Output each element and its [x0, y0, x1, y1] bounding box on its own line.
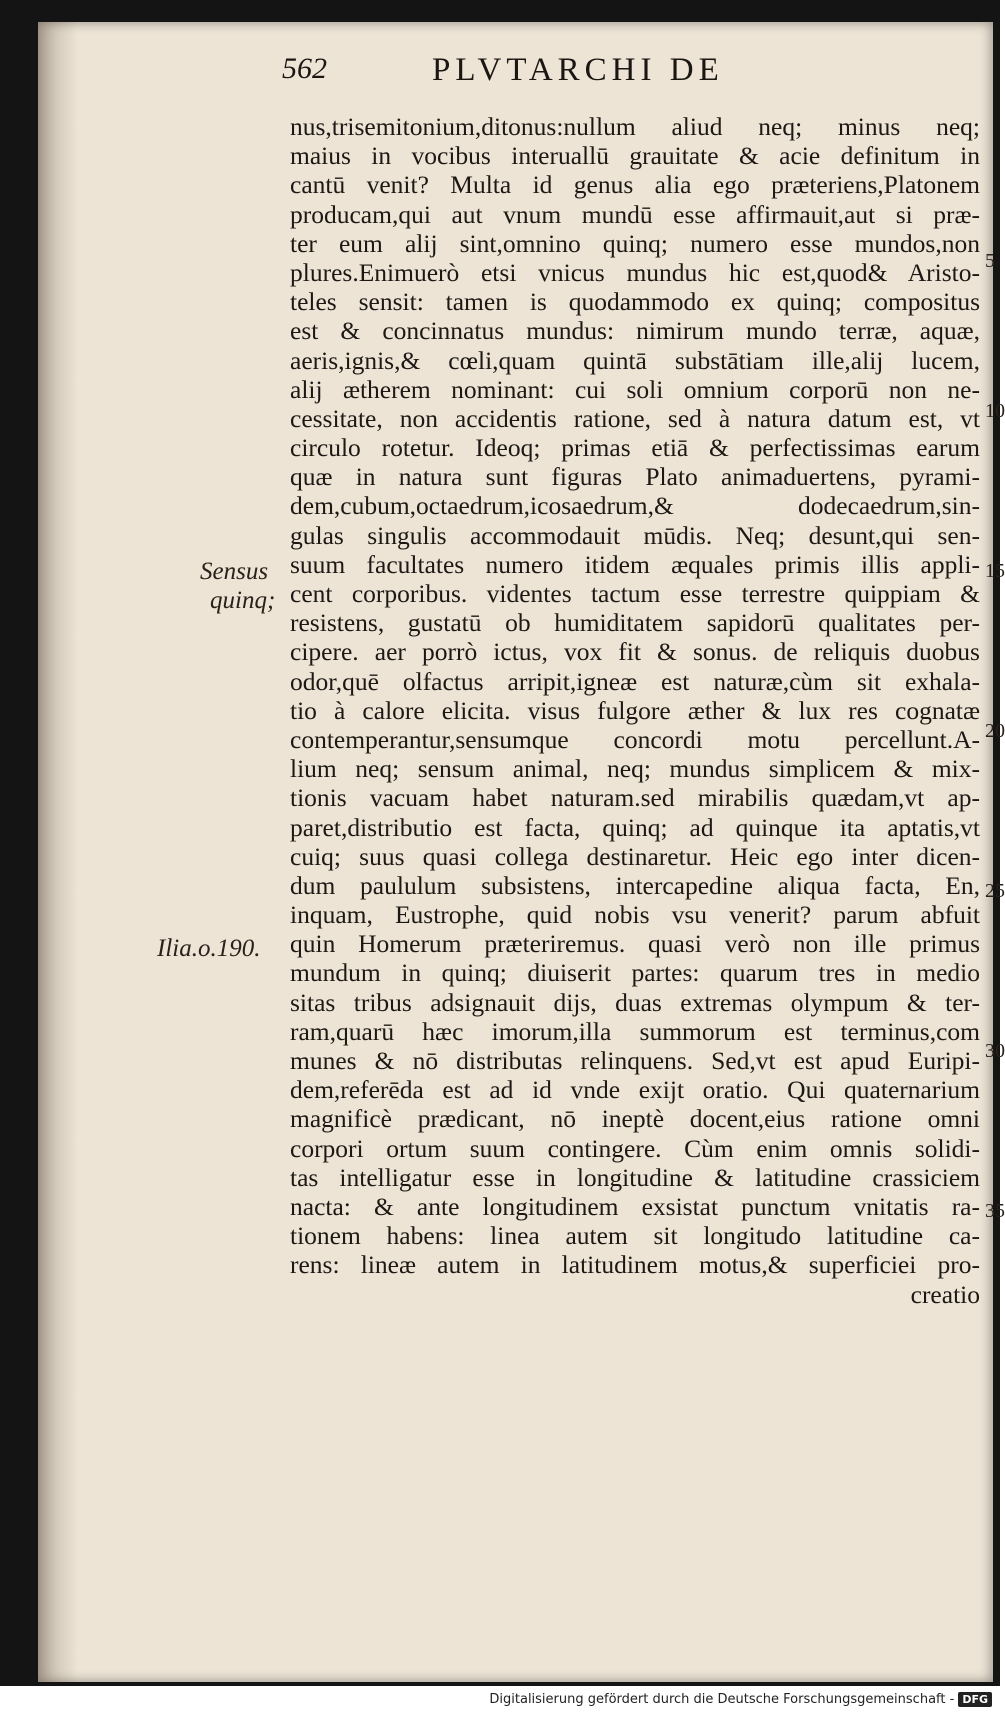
- text-line: corpori ortum suum contingere. Cùm enim omnis solidi-: [290, 1133, 980, 1163]
- text-line: sitas tribus adsignauit dijs, duas extremas olympum & ter-: [290, 987, 980, 1017]
- text-line: tas intelligatur esse in longitudine & latitudine crassiciem: [290, 1162, 980, 1192]
- text-line: cipere. aer porrò ictus, vox fit & sonus. de reliquis duobus: [290, 637, 980, 667]
- digitization-footer: [489, 1692, 992, 1707]
- text-line: tionem habens: linea autem sit longitudo latitudine ca-: [290, 1221, 980, 1251]
- text-line: munes & nō distributas relinquens. Sed,vt est apud Euripi-: [290, 1046, 980, 1075]
- text-line: tionis vacuam habet naturam.sed mirabilis quædam,vt ap-: [290, 783, 980, 813]
- text-line: dem,referēda est ad id vnde exijt oratio. Qui quaternarium: [290, 1075, 980, 1105]
- line-number-20: 20: [985, 720, 1005, 742]
- text-line: inquam, Eustrophe, quid nobis vsu venerit? parum abfuit: [290, 900, 980, 930]
- text-line: tio à calore elicita. visus fulgore æther & lux res cognatæ: [290, 695, 980, 725]
- text-line: cantū venit? Multa id genus alia ego præteriens,Platonem: [290, 170, 980, 200]
- text-line: lium neq; sensum animal, neq; mundus simplicem & mix-: [290, 754, 980, 784]
- text-line: cuiq; suus quasi collega destinaretur. Heic ego inter dicen-: [290, 841, 980, 871]
- margin-note-quinque: quinq;: [210, 587, 276, 614]
- text-line: producam,qui aut vnum mundū esse affirmauit,aut si præ-: [290, 199, 980, 229]
- funding-credit: Digitalisierung gefördert durch die Deutsche Forschungsgemeinschaft -: [489, 1692, 955, 1707]
- margin-note-sensus: Sensus: [200, 558, 269, 585]
- page-number: 562: [282, 52, 327, 85]
- text-line: alij ætherem nominant: cui soli omnium corporū non ne-: [290, 374, 980, 404]
- text-line: paret,distributio est facta, quinq; ad quinque ita aptatis,vt: [290, 812, 980, 842]
- line-number-30: 30: [985, 1040, 1005, 1062]
- text-line: resistens, gustatū ob humiditatem sapidorū qualitates per-: [290, 608, 980, 638]
- text-line: aeris,ignis,& cœli,quam quintā substātiam ille,alij lucem,: [290, 345, 980, 375]
- text-line: ter eum alij sint,omnino quinq; numero esse mundos,non: [290, 228, 980, 258]
- text-line: cent corporibus. videntes tactum esse terrestre quippiam &: [290, 579, 980, 608]
- line-number-5: 5: [985, 250, 995, 272]
- text-line: quin Homerum præteriremus. quasi verò non ille primus: [290, 929, 980, 959]
- text-line: quæ in natura sunt figuras Plato animaduertens, pyrami-: [290, 462, 980, 492]
- text-line: ram,quarū hæc imorum,illa summorum est terminus,com: [290, 1016, 980, 1046]
- text-line: dem,cubum,octaedrum,icosaedrum,& dodecaedrum,sin-: [290, 491, 980, 521]
- text-line: nacta: & ante longitudinem exsistat punctum vnitatis ra-: [290, 1191, 980, 1221]
- text-line: creatio: [910, 1279, 980, 1309]
- text-line: circulo rotetur. Ideoq; primas etiā & perfectissimas earum: [290, 433, 980, 463]
- line-number-10: 10: [985, 400, 1005, 422]
- line-number-35: 35: [985, 1200, 1005, 1222]
- text-line: suum facultates numero itidem æquales primis illis appli-: [290, 549, 980, 579]
- text-line: gulas singulis accommodauit mūdis. Neq; desunt,qui sen-: [290, 520, 980, 550]
- text-line: est & concinnatus mundus: nimirum mundo terræ, aquæ,: [290, 316, 980, 346]
- line-number-25: 25: [985, 880, 1005, 902]
- text-line: nus,trisemitonium,ditonus:nullum aliud neq; minus neq;: [290, 112, 980, 141]
- dfg-logo: DFG: [958, 1692, 992, 1707]
- text-line: odor,quē olfactus arripit,igneæ est naturæ,cùm sit exhala-: [290, 666, 980, 696]
- running-head: [282, 52, 902, 92]
- body-text: [290, 112, 980, 1309]
- text-line: maius in vocibus interuallū grauitate & acie definitum in: [290, 141, 980, 171]
- text-line: magnificè prædicant, nō ineptè docent,eius ratione omni: [290, 1104, 980, 1134]
- margin-note-iliad-ref: Ilia.o.190.: [157, 935, 261, 962]
- gutter-shadow: [38, 22, 78, 1682]
- text-line: teles sensit: tamen is quodammodo ex quinq; compositus: [290, 287, 980, 317]
- text-line: plures.Enimuerò etsi vnicus mundus hic est,quod& Aristo-: [290, 257, 980, 287]
- text-line: cessitate, non accidentis ratione, sed à natura datum est, vt: [290, 403, 980, 433]
- text-line: dum paululum subsistens, intercapedine aliqua facta, En,: [290, 870, 980, 900]
- text-line: mundum in quinq; diuiserit partes: quarum tres in medio: [290, 958, 980, 988]
- running-title: PLVTARCHI DE: [432, 52, 724, 88]
- text-line: contemperantur,sensumque concordi motu percellunt.A-: [290, 724, 980, 754]
- line-number-15: 15: [985, 560, 1005, 582]
- text-line: rens: lineæ autem in latitudinem motus,& superficiei pro-: [290, 1250, 980, 1280]
